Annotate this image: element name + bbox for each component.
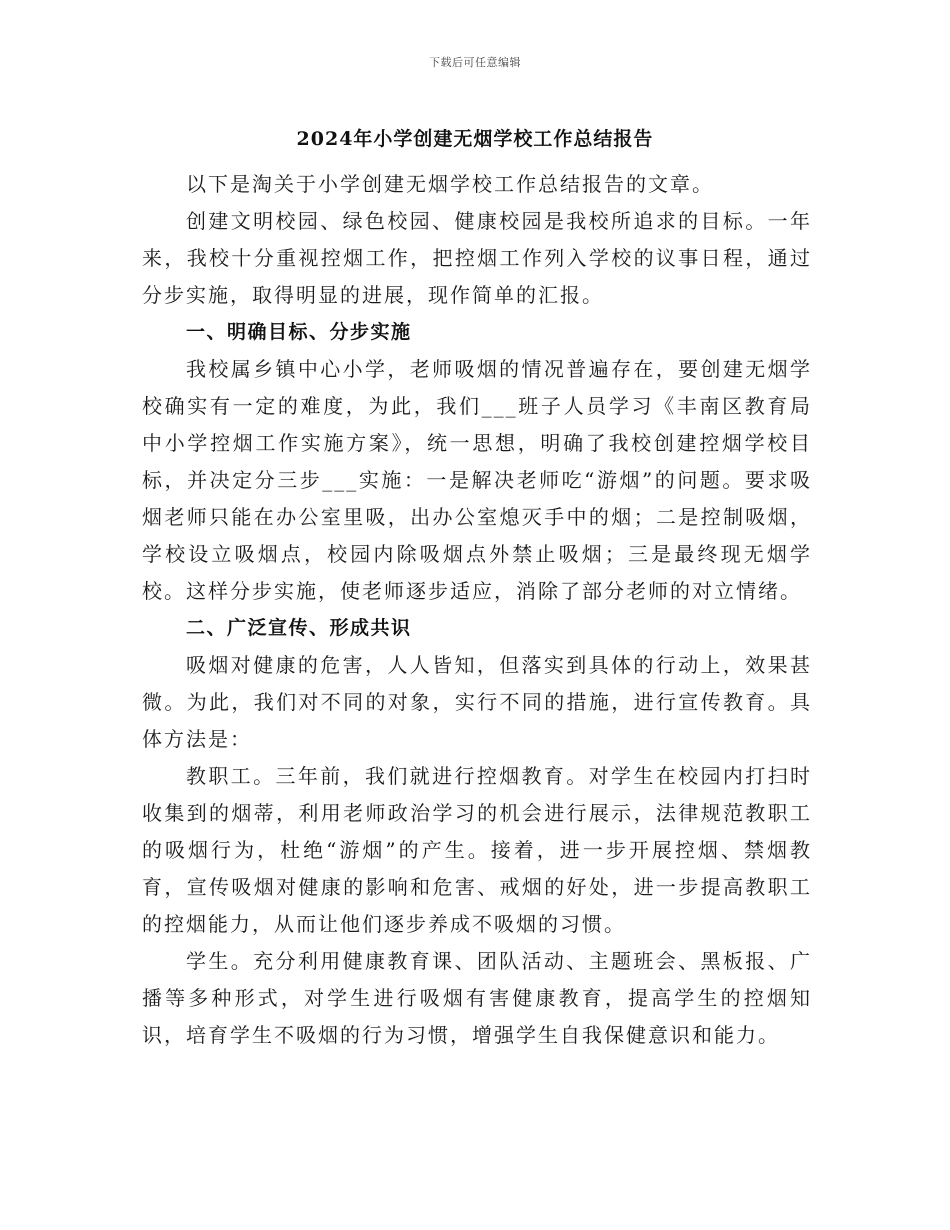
section-heading-1: 一、明确目标、分步实施 [186,321,412,343]
section-heading-2: 二、广泛宣传、形成共识 [186,617,412,639]
header-note: 下载后可任意编辑 [429,56,521,69]
paragraph-goal: 创建文明校园、绿色校园、健康校园是我校所追求的目标。一年来，我校十分重视控烟工作，把控烟工作列入学校的议事日程，通过分步实施，取得明显的进展，现作简单的汇报。 [142,209,812,307]
document-body [142,166,812,1054]
paragraph-intro: 以下是淘关于小学创建无烟学校工作总结报告的文章。 [186,172,714,196]
paragraph-steps: 我校属乡镇中心小学，老师吸烟的情况普遍存在，要创建无烟学校确实有一定的难度，为此，我们___班子人员学习《丰南区教育局中小学控烟工作实施方案》，统一思想，明确了我校创建控烟学校目标，并决定分三步___实施：一是解决老师吃“游烟”的问题。要求吸烟老师只能在办公室里吸，出办公室熄灭手中的烟；二是控制吸烟，学校设立吸烟点，校园内除吸烟点外禁止吸烟；三是最终现无烟学校。这样分步实施，使老师逐步适应，消除了部分老师的对立情绪。 [142,357,812,603]
document-title: 2024年小学创建无烟学校工作总结报告 [296,128,654,150]
paragraph-publicity: 吸烟对健康的危害，人人皆知，但落实到具体的行动上，效果甚微。为此，我们对不同的对象，实行不同的措施，进行宣传教育。具体方法是： [142,653,812,751]
paragraph-staff: 教职工。三年前，我们就进行控烟教育。对学生在校园内打扫时收集到的烟蒂，利用老师政治学习的机会进行展示，法律规范教职工的吸烟行为，杜绝“游烟”的产生。接着，进一步开展控烟、禁烟教育，宣传吸烟对健康的影响和危害、戒烟的好处，进一步提高教职工的控烟能力，从而让他们逐步养成不吸烟的习惯。 [142,764,812,936]
paragraph-students: 学生。充分利用健康教育课、团队活动、主题班会、黑板报、广播等多种形式，对学生进行吸烟有害健康教育，提高学生的控烟知识，培育学生不吸烟的行为习惯，增强学生自我保健意识和能力。 [142,949,812,1047]
